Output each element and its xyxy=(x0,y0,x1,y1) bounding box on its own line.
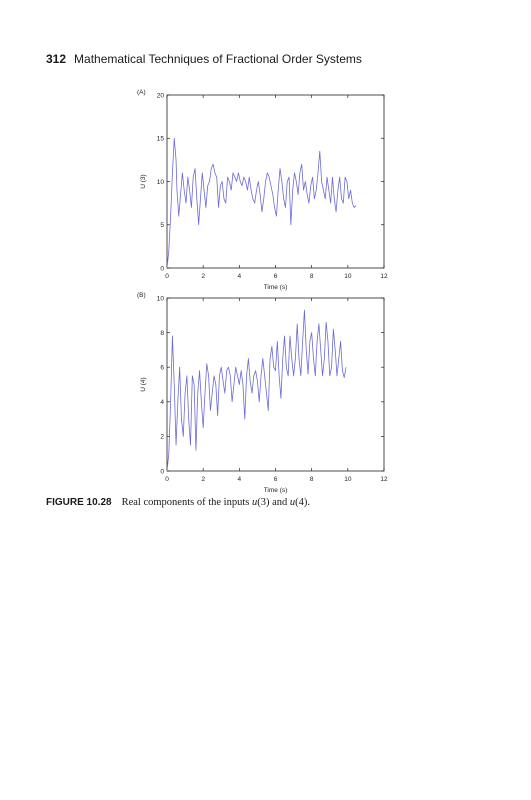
running-title: Mathematical Techniques of Fractional Order Systems xyxy=(74,52,362,66)
y-tick-label: 15 xyxy=(156,135,164,143)
y-tick-label: 8 xyxy=(160,329,164,337)
x-tick-label: 10 xyxy=(344,476,352,483)
x-tick-label: 0 xyxy=(165,476,169,483)
caption-and: and xyxy=(269,497,290,508)
panel-label: (B) xyxy=(137,292,146,299)
y-tick-label: 10 xyxy=(156,295,164,303)
y-tick-label: 5 xyxy=(160,222,164,230)
y-tick-label: 0 xyxy=(160,468,164,476)
x-axis-label: Time (s) xyxy=(263,487,288,494)
y-tick-label: 20 xyxy=(156,92,164,100)
series-line xyxy=(167,138,356,268)
x-tick-label: 4 xyxy=(237,476,242,483)
x-tick-label: 6 xyxy=(273,273,278,280)
caption-arg-4: (4). xyxy=(295,497,310,508)
plot-frame xyxy=(167,95,384,268)
x-tick-label: 8 xyxy=(309,476,314,483)
y-axis-label: U (3) xyxy=(140,174,147,189)
figure-label: FIGURE 10.28 xyxy=(46,497,112,508)
x-tick-label: 0 xyxy=(165,273,169,280)
x-tick-label: 2 xyxy=(201,273,205,280)
y-tick-label: 4 xyxy=(160,399,164,407)
y-tick-label: 6 xyxy=(160,364,164,372)
x-tick-label: 4 xyxy=(237,273,242,280)
plot-frame xyxy=(167,298,384,471)
x-tick-label: 12 xyxy=(380,476,388,483)
panel-b-chart xyxy=(137,292,388,494)
x-axis-label: Time (s) xyxy=(263,284,288,291)
caption-var-u4: u xyxy=(289,497,296,508)
x-tick-label: 8 xyxy=(309,273,314,280)
x-tick-label: 12 xyxy=(380,273,388,280)
figure-caption xyxy=(46,497,310,508)
x-tick-label: 2 xyxy=(201,476,205,483)
panel-a-chart xyxy=(137,89,388,291)
x-tick-label: 6 xyxy=(273,476,278,483)
y-tick-label: 2 xyxy=(160,433,164,441)
caption-arg-3: (3) xyxy=(257,497,270,508)
caption-var-u3: u xyxy=(251,497,258,508)
y-axis-label: U (4) xyxy=(140,377,147,392)
caption-text: Real components of the inputs xyxy=(121,497,252,508)
page-number: 312 xyxy=(46,52,67,66)
y-tick-label: 0 xyxy=(160,265,164,273)
panel-label: (A) xyxy=(137,89,146,96)
x-tick-label: 10 xyxy=(344,273,352,280)
series-line xyxy=(167,310,346,471)
y-tick-label: 10 xyxy=(156,178,164,186)
